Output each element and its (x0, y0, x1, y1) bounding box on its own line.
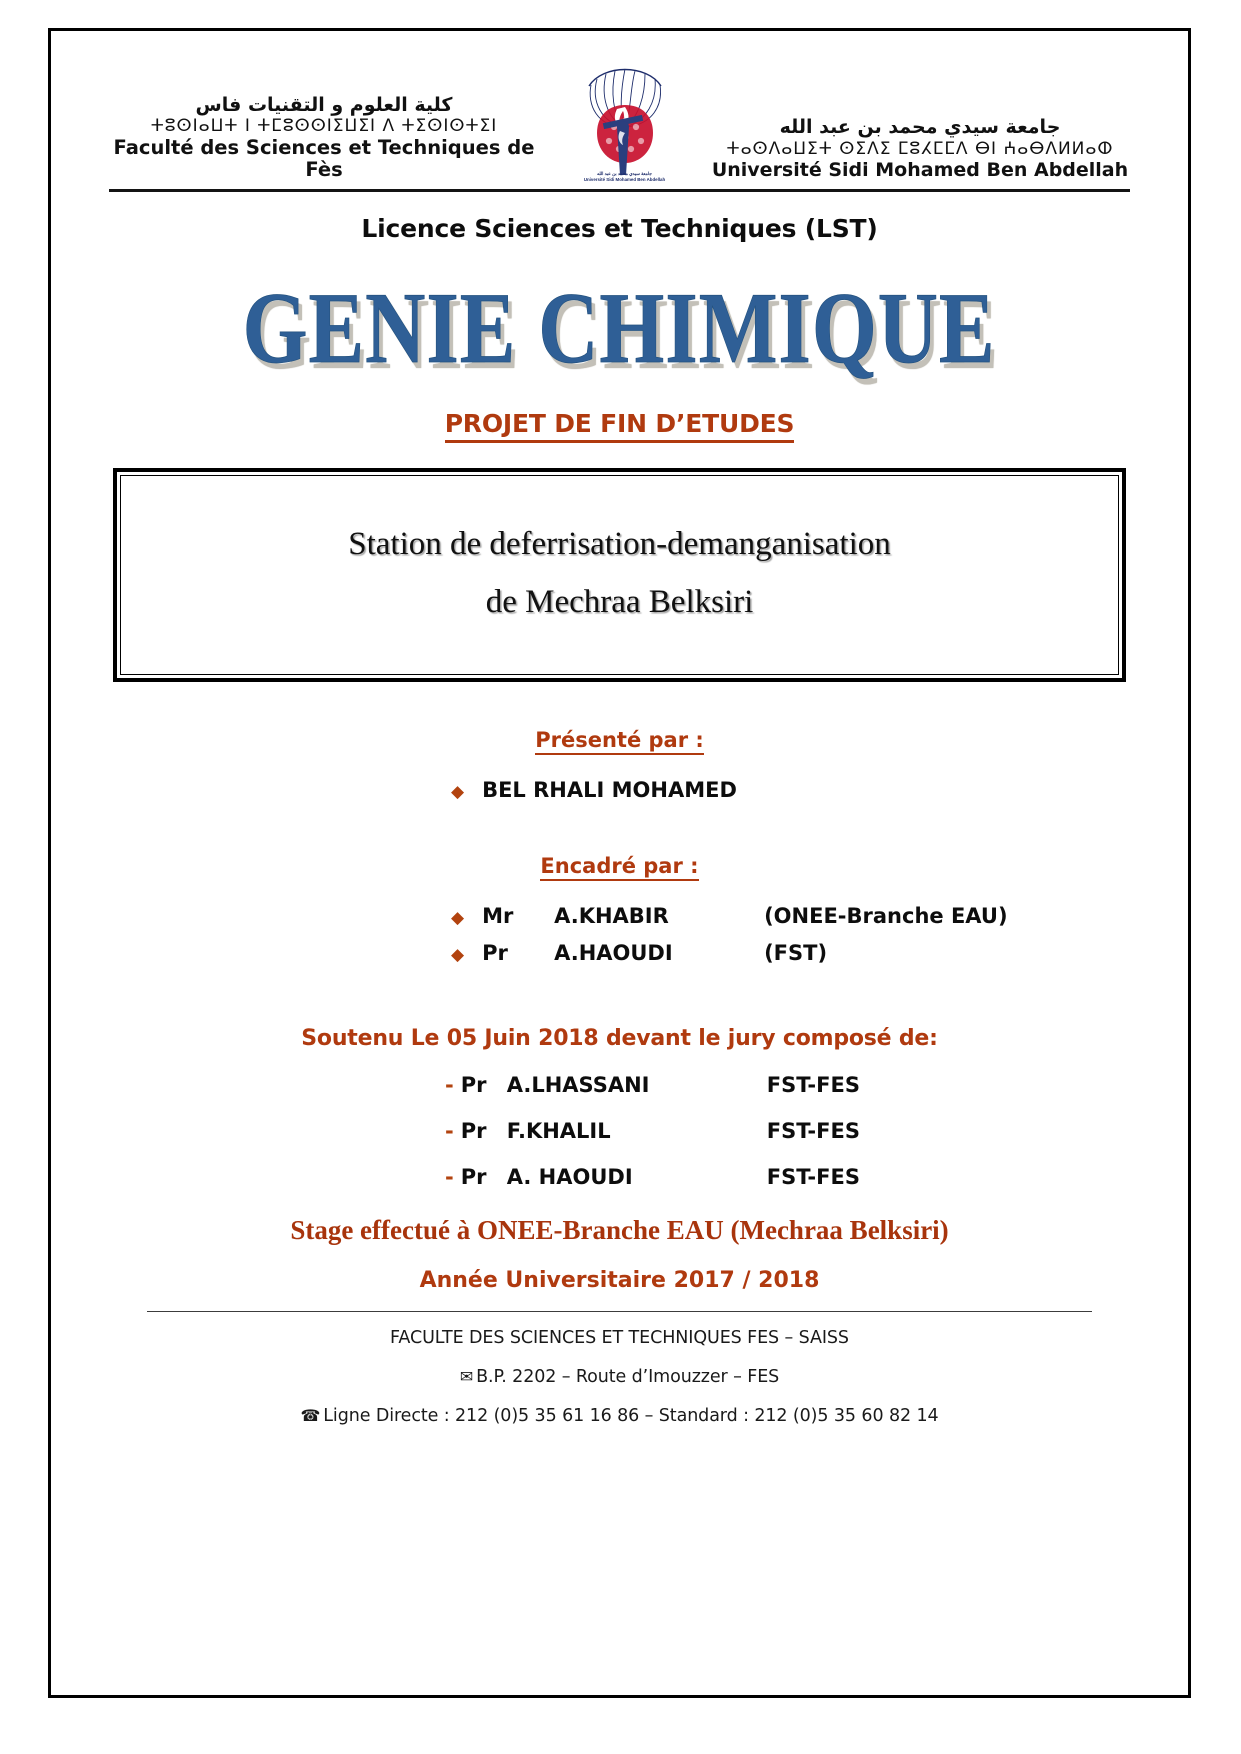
faculty-identity-block (109, 95, 539, 181)
emblem-caption-french: Université Sidi Mohamed Ben Abdellah (583, 177, 666, 183)
supervisor-title: Mr (482, 904, 514, 929)
student-list (109, 772, 1130, 809)
list-item (109, 935, 1130, 972)
university-name-french: Université Sidi Mohamed Ben Abdellah (711, 158, 1129, 181)
project-title-box (113, 468, 1126, 682)
university-name-tifinagh: ⵜⴰⵙⴷⴰⵡⵉⵜ ⵙⵉⴷⵉ ⵎⵓⵃⵎⵎⴷ ⴱⵏ ⵄⴰⴱⴷⵍⵍⴰⵀ (726, 138, 1114, 159)
list-item (109, 898, 1130, 935)
emblem-caption (573, 171, 677, 183)
jury-member-org: FST-FES (766, 1118, 860, 1143)
supervisor-name: A.HAOUDI (554, 941, 673, 965)
mail-icon: ✉ (459, 1366, 474, 1386)
jury-member-rank: Pr (460, 1072, 487, 1097)
project-title-line-2: de Mechraa Belksiri (485, 583, 754, 620)
supervisor-title: Pr (482, 941, 508, 965)
jury-member-org: FST-FES (766, 1164, 860, 1189)
presented-by-label: Présenté par : (535, 728, 704, 755)
university-emblem-icon (573, 53, 677, 185)
university-name-arabic: جامعة سيدي محمد بن عبد الله (779, 116, 1061, 139)
footer-address: B.P. 2202 – Route d’Imouzzer – FES (476, 1366, 780, 1387)
project-title-box-inner (120, 475, 1119, 675)
jury-member-name: F.KHALIL (506, 1118, 611, 1143)
page-border-frame (48, 28, 1191, 1698)
supervisor-affiliation: (FST) (764, 941, 828, 965)
project-title-line-1: Station de deferrisation-demanganisation (348, 526, 891, 562)
supervisor-name: A.KHABIR (554, 904, 669, 929)
dash-icon: - (445, 1118, 454, 1143)
letterhead (109, 31, 1130, 181)
document-type: PROJET DE FIN D’ETUDES (445, 409, 795, 443)
header-divider (109, 189, 1130, 192)
supervisor-affiliation: (ONEE-Branche EAU) (764, 904, 1008, 929)
faculty-name-tifinagh: ⵜⵓⵙⵏⴰⵡⵜ ⵏ ⵜⵎⵓⵙⵙⵏⵉⵡⵉⵏ ⴷ ⵜⵉⵙⵏⵙⵜⵉⵏ (150, 116, 498, 137)
jury-heading: Soutenu Le 05 Juin 2018 devant le jury composé de: (301, 1025, 938, 1051)
jury-member-name: A.LHASSANI (506, 1072, 650, 1097)
program-line: Licence Sciences et Techniques (LST) (361, 214, 878, 243)
dash-icon: - (445, 1072, 454, 1097)
jury-member-name: A. HAOUDI (506, 1164, 633, 1189)
jury-list (109, 1073, 1130, 1189)
presented-by-label-wrap (109, 728, 1130, 752)
table-row (109, 1119, 1130, 1143)
faculty-name-french: Faculté des Sciences et Techniques de Fès (113, 136, 535, 182)
supervised-by-label: Encadré par : (540, 854, 698, 881)
jury-member-rank: Pr (460, 1118, 487, 1143)
footer-divider (147, 1311, 1092, 1312)
document-type-wrap (109, 409, 1130, 438)
supervised-by-label-wrap (109, 854, 1130, 878)
specialty-title: GENIE CHIMIQUE (243, 271, 996, 385)
academic-year-line: Année Universitaire 2017 / 2018 (419, 1267, 820, 1293)
diamond-bullet-icon: ◆ (451, 945, 465, 965)
faculty-name-arabic: كلية العلوم و التقنيات فاس (195, 94, 453, 117)
jury-member-rank: Pr (460, 1164, 487, 1189)
diamond-bullet-icon: ◆ (451, 908, 465, 929)
table-row (109, 1165, 1130, 1189)
student-name: BEL RHALI MOHAMED (482, 777, 737, 802)
university-identity-block (710, 117, 1130, 181)
footer-phone-row (109, 1406, 1130, 1426)
phone-icon: ☎ (300, 1405, 321, 1425)
footer-institution: FACULTE DES SCIENCES ET TECHNIQUES FES – SAISS (390, 1327, 849, 1348)
page-content (51, 31, 1188, 1695)
internship-line: Stage effectué à ONEE-Branche EAU (Mechraa Belksiri) (290, 1214, 949, 1245)
specialty-wordart-wrap (109, 271, 1130, 385)
dash-icon: - (445, 1164, 454, 1189)
footer-address-row (109, 1367, 1130, 1387)
diamond-bullet-icon: ◆ (451, 781, 465, 802)
footer-phone: Ligne Directe : 212 (0)5 35 61 16 86 – Standard : 212 (0)5 35 60 82 14 (323, 1405, 939, 1426)
emblem-caption-arabic: جامعة سيدي محمد بن عبد الله (597, 171, 652, 177)
supervisor-list (109, 898, 1130, 972)
list-item (109, 772, 1130, 809)
jury-member-org: FST-FES (766, 1072, 860, 1097)
table-row (109, 1073, 1130, 1097)
